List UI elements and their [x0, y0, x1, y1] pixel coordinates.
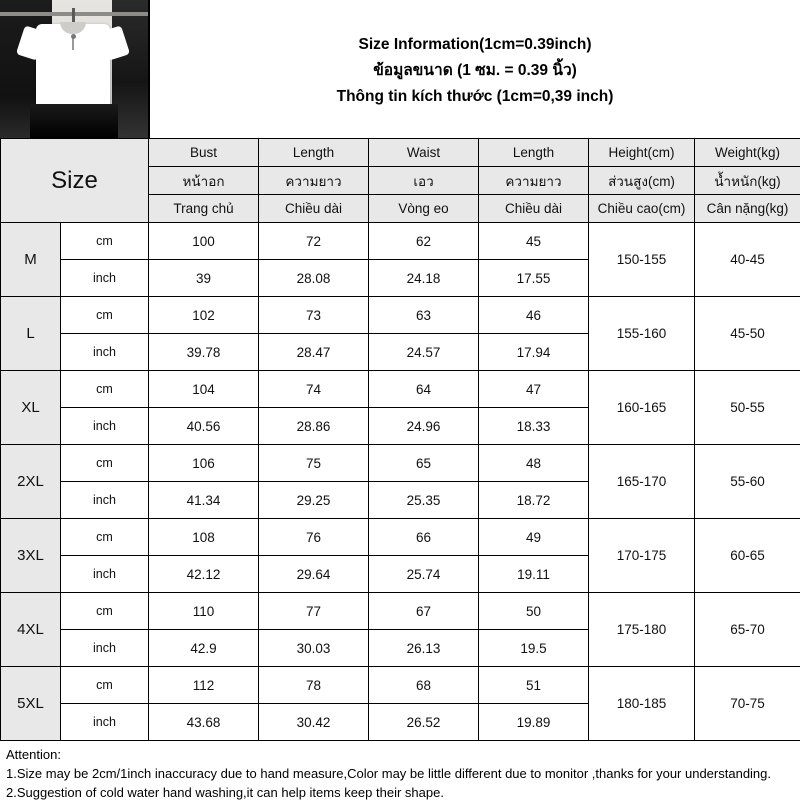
cell-waist-inch: 24.57	[369, 334, 479, 371]
cell-height: 155-160	[589, 297, 695, 371]
cell-bust-inch: 39.78	[149, 334, 259, 371]
cell-length1-inch: 29.64	[259, 556, 369, 593]
table-row	[1, 593, 800, 630]
cell-length1-inch: 28.47	[259, 334, 369, 371]
cell-waist-cm: 62	[369, 223, 479, 260]
unit-inch: inch	[61, 260, 149, 297]
unit-inch: inch	[61, 482, 149, 519]
cell-length2-inch: 17.94	[479, 334, 589, 371]
size-label-5xl: 5XL	[1, 667, 61, 741]
header-length2-en: Length	[479, 139, 589, 167]
table-row	[1, 667, 800, 704]
cell-height: 150-155	[589, 223, 695, 297]
size-label-2xl: 2XL	[1, 445, 61, 519]
cell-height: 160-165	[589, 371, 695, 445]
cell-bust-inch: 42.12	[149, 556, 259, 593]
size-label-4xl: 4XL	[1, 593, 61, 667]
cell-length2-inch: 18.72	[479, 482, 589, 519]
cell-height: 180-185	[589, 667, 695, 741]
cell-length2-cm: 45	[479, 223, 589, 260]
cell-length1-cm: 74	[259, 371, 369, 408]
unit-cm: cm	[61, 371, 149, 408]
cell-bust-inch: 41.34	[149, 482, 259, 519]
cell-length1-cm: 72	[259, 223, 369, 260]
cell-bust-cm: 110	[149, 593, 259, 630]
header-length2-th: ความยาว	[479, 167, 589, 195]
header-height-en: Height(cm)	[589, 139, 695, 167]
cell-weight: 50-55	[695, 371, 800, 445]
cell-length1-cm: 77	[259, 593, 369, 630]
unit-cm: cm	[61, 667, 149, 704]
cell-length2-inch: 19.89	[479, 704, 589, 741]
header-height-th: ส่วนสูง(cm)	[589, 167, 695, 195]
header-waist-vi: Vòng eo	[369, 195, 479, 223]
table-row	[1, 297, 800, 334]
cell-bust-inch: 39	[149, 260, 259, 297]
cell-height: 170-175	[589, 519, 695, 593]
cell-waist-cm: 66	[369, 519, 479, 556]
unit-inch: inch	[61, 630, 149, 667]
cell-length2-cm: 51	[479, 667, 589, 704]
unit-cm: cm	[61, 593, 149, 630]
cell-waist-cm: 65	[369, 445, 479, 482]
cell-waist-inch: 25.35	[369, 482, 479, 519]
header-size-cell: Size	[1, 139, 149, 223]
unit-cm: cm	[61, 223, 149, 260]
cell-length1-cm: 78	[259, 667, 369, 704]
cell-weight: 60-65	[695, 519, 800, 593]
header-bust-en: Bust	[149, 139, 259, 167]
table-row	[1, 223, 800, 260]
title-line-en: Size Information(1cm=0.39inch)	[358, 36, 592, 53]
unit-inch: inch	[61, 334, 149, 371]
cell-waist-cm: 68	[369, 667, 479, 704]
table-row	[1, 445, 800, 482]
unit-cm: cm	[61, 445, 149, 482]
cell-length2-cm: 48	[479, 445, 589, 482]
attention-line-2: 2.Suggestion of cold water hand washing,it can help items keep their shape.	[6, 785, 444, 800]
header-weight-th: น้ำหนัก(kg)	[695, 167, 800, 195]
product-photo	[0, 0, 148, 138]
cell-bust-inch: 43.68	[149, 704, 259, 741]
cell-waist-inch: 24.96	[369, 408, 479, 445]
attention-heading: Attention:	[6, 747, 61, 762]
title-line-vi: Thông tin kích thước (1cm=0,39 inch)	[336, 88, 614, 105]
cell-waist-cm: 67	[369, 593, 479, 630]
cell-bust-cm: 104	[149, 371, 259, 408]
cell-weight: 45-50	[695, 297, 800, 371]
attention-block	[0, 741, 800, 800]
cell-weight: 70-75	[695, 667, 800, 741]
table-header-row-en	[1, 139, 800, 167]
size-label-l: L	[1, 297, 61, 371]
cell-waist-inch: 25.74	[369, 556, 479, 593]
cell-length1-inch: 28.86	[259, 408, 369, 445]
unit-cm: cm	[61, 297, 149, 334]
cell-weight: 65-70	[695, 593, 800, 667]
cell-length1-cm: 76	[259, 519, 369, 556]
header-banner	[0, 0, 800, 138]
size-table	[0, 138, 800, 741]
header-bust-vi: Trang chủ	[149, 195, 259, 223]
header-waist-th: เอว	[369, 167, 479, 195]
cell-length2-inch: 19.11	[479, 556, 589, 593]
photo-necklace-chain	[72, 38, 74, 50]
header-length1-vi: Chiều dài	[259, 195, 369, 223]
cell-length2-cm: 46	[479, 297, 589, 334]
header-length1-th: ความยาว	[259, 167, 369, 195]
cell-waist-cm: 63	[369, 297, 479, 334]
cell-length2-inch: 19.5	[479, 630, 589, 667]
unit-inch: inch	[61, 408, 149, 445]
cell-length2-inch: 18.33	[479, 408, 589, 445]
cell-length1-inch: 30.42	[259, 704, 369, 741]
cell-length2-cm: 50	[479, 593, 589, 630]
header-height-vi: Chiều cao(cm)	[589, 195, 695, 223]
size-label-3xl: 3XL	[1, 519, 61, 593]
table-row	[1, 519, 800, 556]
cell-length2-cm: 47	[479, 371, 589, 408]
header-bust-th: หน้าอก	[149, 167, 259, 195]
title-line-th: ข้อมูลขนาด (1 ซม. = 0.39 นิ้ว)	[373, 62, 577, 79]
banner-title-block	[148, 0, 800, 138]
attention-line-1: 1.Size may be 2cm/1inch inaccuracy due to hand measure,Color may be little different due to monitor ,thanks for your understanding.	[6, 766, 772, 781]
cell-waist-cm: 64	[369, 371, 479, 408]
cell-height: 175-180	[589, 593, 695, 667]
cell-length1-cm: 75	[259, 445, 369, 482]
unit-inch: inch	[61, 556, 149, 593]
header-weight-vi: Cân nặng(kg)	[695, 195, 800, 223]
cell-length2-cm: 49	[479, 519, 589, 556]
cell-weight: 55-60	[695, 445, 800, 519]
cell-length1-cm: 73	[259, 297, 369, 334]
cell-length1-inch: 29.25	[259, 482, 369, 519]
header-length2-vi: Chiều dài	[479, 195, 589, 223]
cell-bust-cm: 108	[149, 519, 259, 556]
unit-inch: inch	[61, 704, 149, 741]
cell-bust-inch: 40.56	[149, 408, 259, 445]
cell-length2-inch: 17.55	[479, 260, 589, 297]
photo-necklace-pendant	[71, 34, 76, 39]
header-length1-en: Length	[259, 139, 369, 167]
cell-bust-cm: 106	[149, 445, 259, 482]
cell-bust-cm: 112	[149, 667, 259, 704]
cell-waist-inch: 24.18	[369, 260, 479, 297]
header-weight-en: Weight(kg)	[695, 139, 800, 167]
cell-bust-cm: 102	[149, 297, 259, 334]
cell-height: 165-170	[589, 445, 695, 519]
table-row	[1, 371, 800, 408]
cell-length1-inch: 28.08	[259, 260, 369, 297]
header-waist-en: Waist	[369, 139, 479, 167]
photo-dark-bottom	[30, 104, 118, 138]
cell-waist-inch: 26.13	[369, 630, 479, 667]
cell-bust-inch: 42.9	[149, 630, 259, 667]
size-label-m: M	[1, 223, 61, 297]
cell-length1-inch: 30.03	[259, 630, 369, 667]
unit-cm: cm	[61, 519, 149, 556]
cell-weight: 40-45	[695, 223, 800, 297]
cell-waist-inch: 26.52	[369, 704, 479, 741]
size-label-xl: XL	[1, 371, 61, 445]
cell-bust-cm: 100	[149, 223, 259, 260]
